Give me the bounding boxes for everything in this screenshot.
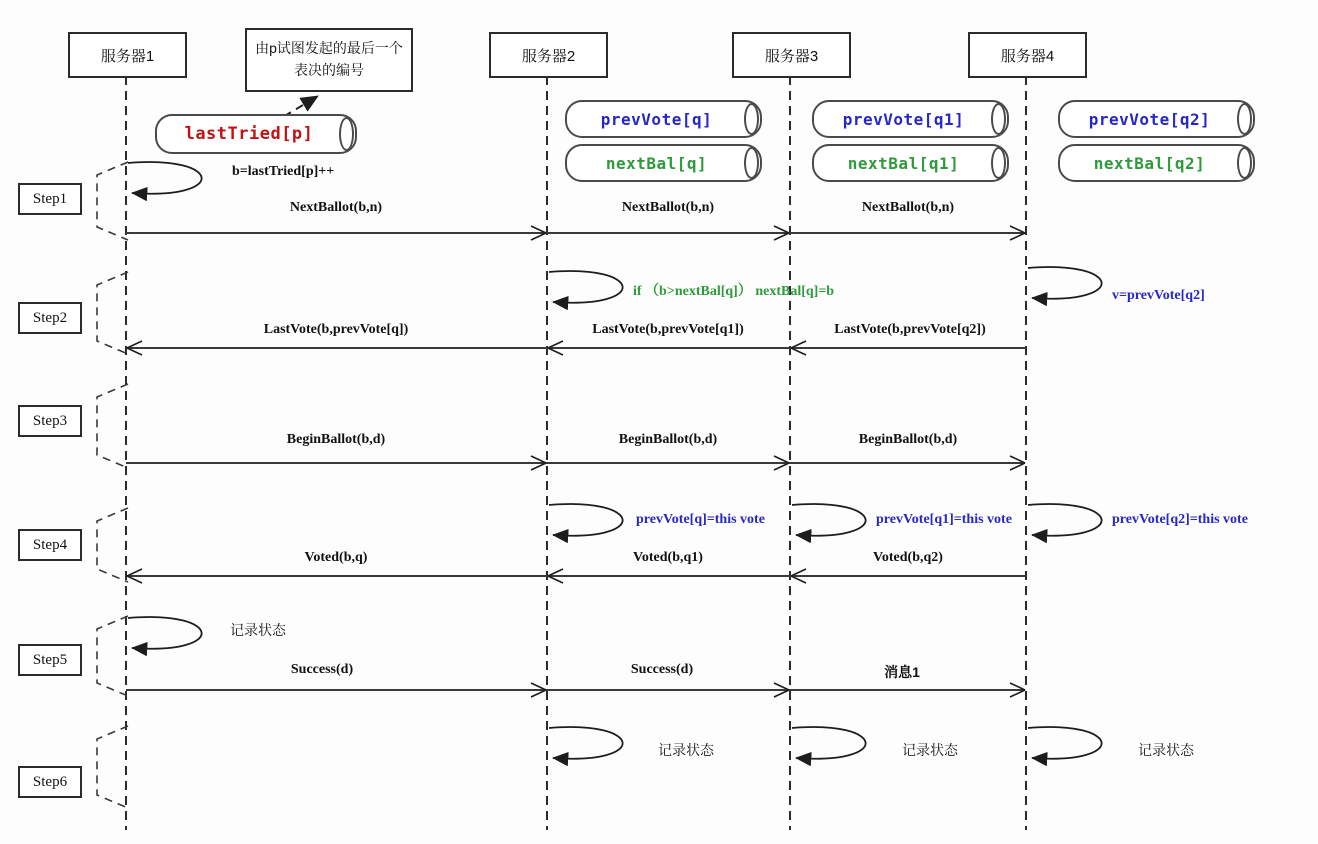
loop-step4-server2 [549, 504, 623, 536]
cylinder-prevvote-q1-label: prevVote[q1] [842, 109, 965, 129]
selfmsg-prevvote-q2-thisvote: prevVote[q2]=this vote [1112, 512, 1248, 527]
selfmsg-record-state-server2: 记录状态 [658, 742, 714, 758]
cylinder-nextbal-q [565, 144, 762, 182]
selfmsg-b-lasttried: b=lastTried[p]++ [232, 164, 335, 179]
cylinder-nextbal-q2 [1058, 144, 1255, 182]
lifelines [126, 76, 1026, 830]
cylinder-lasttried-p [155, 114, 357, 154]
message-label-voted-2: Voted(b,q1) [633, 550, 703, 565]
bracket-step3 [97, 384, 128, 468]
step1-label: Step1 [32, 190, 68, 207]
selfmsg-if-nextbal: if （b>nextBal[q]） nextBal[q]=b [633, 284, 835, 299]
cylinder-nextbal-q1 [812, 144, 1009, 182]
selfmsg-record-state-server3: 记录状态 [902, 742, 958, 758]
cylinder-nextbal-q1-label: nextBal[q1] [847, 153, 960, 173]
message-label-lastvote-2: LastVote(b,prevVote[q1]) [592, 322, 744, 337]
message-label-lastvote-3: LastVote(b,prevVote[q2]) [834, 322, 986, 337]
step2-label: Step2 [32, 309, 68, 326]
loop-step1-server1 [128, 162, 202, 194]
server2-label: 服务器2 [521, 47, 576, 65]
server1-label: 服务器1 [100, 47, 155, 65]
loop-step2-server4 [1028, 267, 1102, 299]
activation-brackets [97, 162, 128, 808]
cylinder-cap-icon [991, 103, 1006, 135]
step5-box [18, 644, 82, 676]
selfmsg-v-prevvote-q2: v=prevVote[q2] [1112, 288, 1205, 303]
bracket-step4 [97, 508, 128, 582]
message-label-nextballot-2: NextBallot(b,n) [621, 200, 715, 215]
message-label-nextballot-1: NextBallot(b,n) [289, 200, 383, 215]
server4-box [968, 32, 1087, 78]
bracket-step6 [97, 726, 128, 808]
step3-label: Step3 [32, 412, 68, 429]
step6-label: Step6 [32, 773, 68, 790]
message-label-msg1: 消息1 [884, 664, 920, 680]
message-label-success-1: Success(d) [290, 662, 354, 677]
loop-step6-server2 [549, 727, 623, 759]
server1-box [68, 32, 187, 78]
server2-box [489, 32, 608, 78]
cylinder-nextbal-q-label: nextBal[q] [605, 153, 708, 173]
loop-step5-server1 [128, 617, 202, 649]
selfmsg-prevvote-q-thisvote: prevVote[q]=this vote [636, 512, 765, 527]
step1-box [18, 183, 82, 215]
cylinder-nextbal-q2-label: nextBal[q2] [1093, 153, 1206, 173]
loop-step4-server3 [792, 504, 866, 536]
message-label-beginballot-2: BeginBallot(b,d) [618, 432, 718, 447]
cylinder-cap-icon [991, 147, 1006, 179]
message-label-voted-3: Voted(b,q2) [873, 550, 943, 565]
bracket-step1 [97, 162, 128, 240]
selfmsg-record-state-server1: 记录状态 [230, 622, 286, 638]
selfmsg-prevvote-q1-thisvote: prevVote[q1]=this vote [876, 512, 1012, 527]
step2-box [18, 302, 82, 334]
cylinder-prevvote-q2-label: prevVote[q2] [1088, 109, 1211, 129]
message-label-nextballot-3: NextBallot(b,n) [861, 200, 955, 215]
loop-step6-server3 [792, 727, 866, 759]
message-label-success-2: Success(d) [630, 662, 694, 677]
selfmsg-record-state-server4: 记录状态 [1138, 742, 1194, 758]
step6-box [18, 766, 82, 798]
cylinder-prevvote-q-label: prevVote[q] [600, 109, 713, 129]
message-label-beginballot-1: BeginBallot(b,d) [286, 432, 386, 447]
note-text: 由p试图发起的最后一个表决的编号 [255, 40, 403, 78]
step4-box [18, 529, 82, 561]
cylinder-cap-icon [1237, 147, 1252, 179]
loop-step2-server2 [549, 271, 623, 303]
cylinder-cap-icon [1237, 103, 1252, 135]
loop-step4-server4 [1028, 504, 1102, 536]
step5-label: Step5 [32, 651, 68, 668]
cylinder-prevvote-q2 [1058, 100, 1255, 138]
cylinder-cap-icon [744, 103, 759, 135]
cylinder-lasttried-p-label: lastTried[p] [184, 124, 314, 144]
cylinder-prevvote-q1 [812, 100, 1009, 138]
bracket-step2 [97, 272, 128, 354]
cylinder-prevvote-q [565, 100, 762, 138]
server3-box [732, 32, 851, 78]
message-label-beginballot-3: BeginBallot(b,d) [858, 432, 958, 447]
cylinder-cap-icon [339, 117, 354, 151]
loop-step6-server4 [1028, 727, 1102, 759]
message-label-lastvote-1: LastVote(b,prevVote[q]) [263, 322, 409, 337]
server4-label: 服务器4 [1000, 47, 1055, 65]
server3-label: 服务器3 [764, 47, 819, 65]
message-label-voted-1: Voted(b,q) [304, 550, 368, 565]
step3-box [18, 405, 82, 437]
step4-label: Step4 [32, 536, 68, 553]
self-loops [128, 162, 1102, 759]
bracket-step5 [97, 616, 128, 696]
note-box [245, 28, 413, 92]
cylinder-cap-icon [744, 147, 759, 179]
